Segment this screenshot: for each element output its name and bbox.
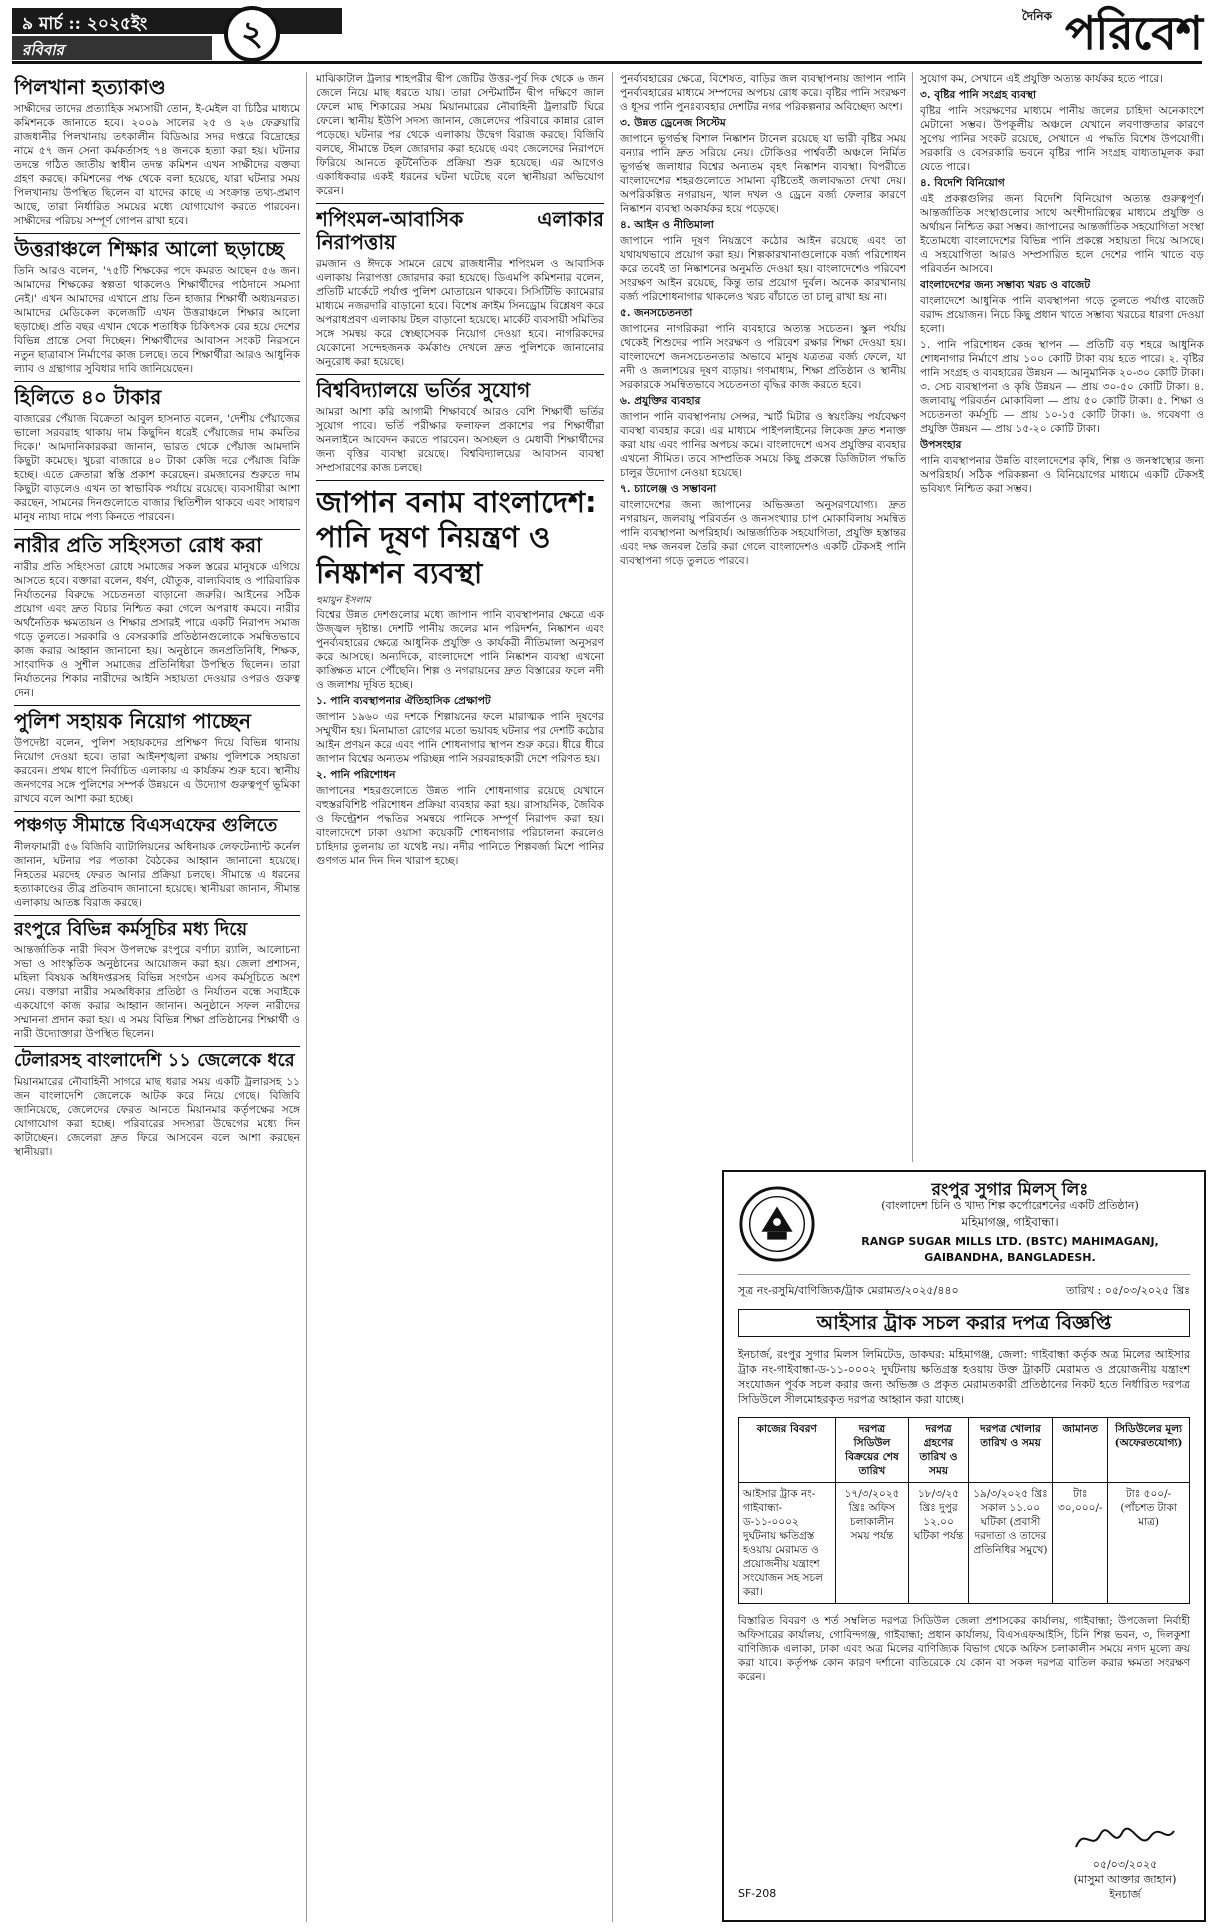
article-body: জাপানে পানি দূষণ নিয়ন্ত্রণে কঠোর আইন রয়েছে এবং তা যথাযথভাবে প্রয়োগ করা হয়। শিল্পকারখানাগুলোকে বর্জ্য পরিশোধন করে তবেই তা নিষ্কাশনের অনুমতি দেওয়া হয়। বাংলাদেশেও পরিবেশ সংরক্ষণ আইন রয়েছে, কিন্তু তার প্রয়োগ দুর্বল। অনেক কারখানায় বর্জ্য পরিশোধনাগার থাকলেও খরচ বাঁচাতে তা চালু রাখা হয় না।: [620, 235, 906, 303]
column-divider: [912, 72, 913, 1162]
article-divider: [316, 480, 604, 481]
reference-number: সূত্র নং-রসুমি/বাণিজ্যিক/ট্রাক মেরামত/২০২৫/৪৪০: [738, 1284, 959, 1297]
column-1: [14, 72, 300, 1922]
org-name-bn: রংপুর সুগার মিলস্ লিঃ: [931, 1180, 1089, 1200]
column-4: [920, 72, 1204, 1162]
byline: হুমায়ুন ইসলাম: [316, 595, 371, 607]
section-heading: ৭. চ্যালেঞ্জ ও সম্ভাবনা: [620, 483, 717, 495]
section-heading: ৬. প্রযুক্তির ব্যবহার: [620, 395, 701, 407]
section-heading: বাংলাদেশের জন্য সম্ভাব্য খরচ ও বাজেট: [920, 279, 1091, 291]
article-body: আমরা আশা করি আগামী শিক্ষাবর্ষে আরও বেশি শিক্ষার্থী ভর্তির সুযোগ পাবে। ভর্তি পরীক্ষার ফলাফল প্রকাশের পর শিক্ষার্থীরা অনলাইনে আবেদন করতে পারবেন। অসচ্ছল ও মেধাবী শিক্ষার্থীদের জন্য বৃত্তির ব্যবস্থা রয়েছে। বিশ্ববিদ্যালয়ের আবাসন ব্যবস্থা সম্প্রসারণের কাজ চলছে।: [316, 406, 604, 474]
table-cell: ১৯/৩/২০২৫ খ্রিঃ সকাল ১১.০০ ঘটিকা (প্রবাসী দরদাতা ও তাদের প্রতিনিধির সমুখে): [968, 1483, 1053, 1604]
article-body: উপদেষ্টা বলেন, পুলিশ সহায়কদের প্রশিক্ষণ দিয়ে বিভিন্ন থানায় নিয়োগ দেওয়া হবে। তারা আইনশৃঙ্খলা রক্ষায় পুলিশকে সহায়তা করবেন। প্রথম ধাপে নির্বাচিত এলাকায় এ কার্যক্রম শুরু হবে। স্থানীয় জনগণের সঙ্গে পুলিশের সম্পর্ক উন্নয়নে এ উদ্যোগ গুরুত্বপূর্ণ ভূমিকা রাখবে বলে আশা করা হচ্ছে।: [14, 737, 300, 805]
article-body: জাপানের নাগরিকরা পানি ব্যবহারে অত্যন্ত সচেতন। স্কুল পর্যায় থেকেই শিশুদের পানি সংরক্ষণ ও পরিবেশ রক্ষার শিক্ষা দেওয়া হয়। বাংলাদেশে জনসচেতনতার অভাবে মানুষ যত্রতত্র বর্জ্য ফেলে, যা নদী ও জলাশয়ের দূষণ বাড়ায়। গণমাধ্যম, শিক্ষা প্রতিষ্ঠান ও স্থানীয় সরকারকে সমন্বিতভাবে সচেতনতা বৃদ্ধির কাজ করতে হবে।: [620, 323, 906, 391]
article-body: পানি ব্যবস্থাপনার উন্নতি বাংলাদেশের কৃষি, শিল্প ও জনস্বাস্থ্যের জন্য অপরিহার্য। সঠিক পরিকল্পনা ও বিনিয়োগের মাধ্যমে একটি টেকসই ভবিষ্যৎ নিশ্চিত করা সম্ভব।: [920, 455, 1204, 495]
column-divider: [612, 72, 613, 1922]
article-body: নীলফামারী ৫৬ বিজিবি ব্যাটালিয়নের অধিনায়ক লেফটেন্যান্ট কর্নেল জানান, ঘটনার পর পতাকা বৈঠকের আহ্বান জানানো হয়েছে। নিহতের মরদেহ ফেরত আনার প্রক্রিয়া চলছে। সীমান্তে এ ধরনের হত্যাকাণ্ডের তীব্র প্রতিবাদ জানানো হয়েছে। স্থানীয়রা জানান, সীমান্ত এলাকায় আতঙ্ক বিরাজ করছে।: [14, 840, 300, 909]
tender-footer: বিস্তারিত বিবরণ ও শর্ত সম্বলিত দরপত্র সিডিউল জেলা প্রশাসকের কার্যালয়, গাইবান্ধা; উপজেলা নির্বাহী অফিসারের কার্যালয়, গোবিন্দগঞ্জ, গাইবান্ধা; প্রধান কার্যালয়, বিএসএফআইসি, চিনি শিল্প ভবন, ৩, দিলকুশা বাণিজ্যিক এলাকা, ঢাকা এবং অত্র মিলের বাণিজ্যিক বিভাগ থেকে অফিস চলাকালীন সময়ে নগদ মূল্যে ক্রয় করা যাবে। কর্তৃপক্ষ কোন কারণ দর্শানো ব্যতিরেকে যে কোন বা সকল দরপত্র বাতিল করার ক্ষমতা সংরক্ষণ করেন।: [738, 1615, 1190, 1683]
table-row: [739, 1483, 1190, 1604]
column-divider: [306, 72, 307, 1922]
section-heading: ৪. আইন ও নীতিমালা: [620, 219, 714, 231]
tender-table: [738, 1417, 1190, 1604]
article-body: পুনর্ব্যবহারের ক্ষেত্রে, বিশেষত, বাড়ির জল ব্যবস্থাপনায় জাপান পানি পুনর্ব্যবহারের মাধ্যমে সম্পদের অপচয় রোধ করে। বৃষ্টির পানি সংরক্ষণ ও ধূসর পানি পুনঃব্যবহার দেশটির নগর পরিকল্পনার অবিচ্ছেদ্য অংশ।: [620, 73, 906, 113]
table-cell: টাঃ ৫০০/- (পাঁচশত টাকা মাত্র): [1108, 1483, 1190, 1604]
section-heading: ৩. বৃষ্টির পানি সংগ্রহ ব্যবস্থা: [920, 89, 1037, 101]
article-divider: [316, 374, 604, 375]
article-body: সাক্ষীদের তাদের প্রত্যাহিক সম্যসায়ী তোন, ই-মেইল বা চিঠির মাধ্যমে কমিশনকে জানাতে হবে। ২০০৯ সালের ২৫ ও ২৬ ফেব্রুয়ারি রাজধানীর পিলখানায় তৎকালীন বিডিআর সদর দপ্তরে বিদ্রোহের নামে ৫৭ জন সেনা কর্মকর্তাসহ ৭৪ জনকে হত্যা করা হয়। ঘটনার তদন্তে গঠিত জাতীয় স্বাধীন তদন্ত কমিশন এখন সাক্ষীদের বক্তব্য গ্রহণ করছে। কমিশনের পক্ষ থেকে বলা হয়েছে, যারা ঘটনার সময় পিলখানায় উপস্থিত ছিলেন বা যাদের কাছে এ সংক্রান্ত তথ্য-প্রমাণ আছে, তারা নির্ধারিত সময়ের মধ্যে যোগাযোগ করতে পারবেন। সাক্ষীদের পরিচয় সম্পূর্ণ গোপন রাখা হবে।: [14, 103, 300, 227]
article-divider: [14, 705, 300, 706]
ad-org-block: [830, 1182, 1190, 1266]
headline-university: বিশ্ববিদ্যালয়ে ভর্তির সুযোগ: [316, 378, 531, 402]
table-cell: আইসার ট্রাক নং-গাইবান্ধা-ড-১১-০০০২ দুর্ঘটনায় ক্ষতিগ্রস্ত হওয়ায় মেরামত ও প্রয়োজনীয় যন্ত্রাংশ সংযোজন সহ সচল করা।: [739, 1483, 836, 1604]
signature-date: ০৫/০৩/২০২৫: [1092, 1858, 1158, 1871]
headline-education: উত্তরাঞ্চলে শিক্ষার আলো ছড়াচ্ছে: [14, 237, 284, 261]
tender-body: ইনচার্জ, রংপুর সুগার মিলস লিমিটেড, ডাকঘর: মহিমাগঞ্জ, জেলা: গাইবান্ধা কর্তৃক অত্র মিলের আইসার ট্রাক নং-গাইবান্ধা-ড-১১-০০০২ দুর্ঘটনায় ক্ষতিগ্রস্ত হওয়ায় উক্ত ট্রাকটি মেরামত ও প্রয়োজনীয় যন্ত্রাংশ সংযোজন পূর্বক সচল করার জন্য অভিজ্ঞ ও প্রকৃত মেরামতকারী প্রতিষ্ঠানের নিকট হতে নির্ধারিত দরপত্র সিডিউলে সীলমোহরকৃত দরপত্র আহ্বান করা যাচ্ছে।: [738, 1348, 1190, 1406]
article-divider: [14, 915, 300, 916]
tender-title: আইসার ট্রাক সচল করার দপত্র বিজ্ঞপ্তি: [738, 1309, 1190, 1337]
signatory-name: (মাসুমা আক্তার জাহান): [1073, 1873, 1177, 1886]
headline-japan-bangladesh: জাপান বনাম বাংলাদেশ: পানি দূষণ নিয়ন্ত্রণ ও নিষ্কাশন ব্যবস্থা: [316, 485, 597, 590]
article-body: বাজারের পেঁয়াজ বিক্রেতা আবুল হাসনাত বলেন, 'দেশীয় পেঁয়াজের ভালো সরবরাহ থাকায় দাম কিছুদিন ধরেই পেঁয়াজের দাম কমতির দিকে।' আমদানিকারকরা জানান, ভারত থেকে পেঁয়াজ আমদানি কিছুটা কমেছে। খুচরা বাজারে ৪০ টাকা কেজি দরে পেঁয়াজ বিক্রি হচ্ছে। এতে ক্রেতারা স্বস্তি প্রকাশ করেছেন। রমজানের শুরুতে দাম কিছুটা বাড়লেও এখন তা স্বাভাবিক পর্যায়ে রয়েছে। ব্যবসায়ীরা আশা করছেন, সামনের দিনগুলোতে বাজার স্থিতিশীল থাকবে এবং সাধারণ মানুষ ন্যায্য দামে পণ্য কিনতে পারবেন।: [14, 413, 300, 523]
table-header-row: [739, 1418, 1190, 1483]
table-header: দরপত্র খোলার তারিখ ও সময়: [968, 1418, 1053, 1483]
page-number: ২: [224, 6, 280, 62]
headline-panchagarh: পঞ্চগড় সীমান্তে বিএসএফের গুলিতে: [14, 815, 278, 836]
tender-advertisement: [722, 1170, 1206, 1922]
article-divider: [14, 811, 300, 812]
section-heading: ৩. উন্নত ড্রেনেজ সিস্টেম: [620, 117, 726, 129]
table-header: কাজের বিবরণ: [739, 1418, 836, 1483]
table-header: জামানত: [1053, 1418, 1108, 1483]
section-heading: ৪. বিদেশি বিনিয়োগ: [920, 177, 1005, 189]
column-2: [316, 72, 604, 1922]
article-body: জাপান পানি ব্যবস্থাপনায় সেন্সর, স্মার্ট মিটার ও স্বয়ংক্রিয় পর্যবেক্ষণ ব্যবস্থা ব্যবহার করে। এর মাধ্যমে পাইপলাইনের লিকেজ দ্রুত শনাক্ত করা যায় এবং পানির অপচয় কমে। বাংলাদেশে এসব প্রযুক্তির ব্যবহার এখনো সীমিত। তবে সাম্প্রতিক সময়ে কিছু প্রকল্পে ডিজিটাল পদ্ধতি চালুর উদ্যোগ নেওয়া হয়েছে।: [620, 411, 906, 479]
headline-security: শপিংমল-আবাসিক এলাকার নিরাপত্তায়: [316, 207, 604, 254]
article-body: জাপানের শহরগুলোতে উন্নত পানি শোধনাগার রয়েছে যেখানে বহুস্তরবিশিষ্ট পরিশোধন প্রক্রিয়া ব্যবহার করা হয়। রাসায়নিক, জৈবিক ও ফিল্ট্রেশন পদ্ধতির সমন্বয়ে পানিকে সম্পূর্ণ নিরাপদ করা হয়। বাংলাদেশে ঢাকা ওয়াসা কয়েকটি শোধনাগার পরিচালনা করলেও চাহিদার তুলনায় তা যথেষ্ট নয়। নদীর পানিতে শিল্পবর্জ্য মিশে পানির গুণগত মান দিন দিন খারাপ হচ্ছে।: [316, 785, 604, 868]
article-body: জাপানে ভূগর্ভস্থ বিশাল নিষ্কাশন টানেল রয়েছে যা ভারী বৃষ্টির সময় বন্যার পানি দ্রুত সরিয়ে নেয়। টোকিওর পার্শ্ববর্তী অঞ্চলে নির্মিত ভূগর্ভস্থ জলাধার বিশ্বের অন্যতম বৃহৎ নিষ্কাশন ব্যবস্থা। বিপরীতে বাংলাদেশের শহরগুলোতে সামান্য বৃষ্টিতেই জলাবদ্ধতা দেখা দেয়। অপরিকল্পিত নগরায়ন, খাল দখল ও ড্রেনে বর্জ্য ফেলার কারণে নিষ্কাশন ব্যবস্থা অকার্যকর হয়ে পড়েছে।: [620, 133, 906, 215]
signature-icon: [1070, 1821, 1180, 1857]
newspaper-logo: পরিবেশ: [1065, 6, 1202, 60]
section-heading: ১. পানি ব্যবস্থাপনার ঐতিহাসিক প্রেক্ষাপট: [316, 695, 491, 708]
headline-rangpur: রংপুরে বিভিন্ন কর্মসূচির মধ্য দিয়ে: [14, 918, 248, 940]
article-body: বিশ্বের উন্নত দেশগুলোর মধ্যে জাপান পানি ব্যবস্থাপনার ক্ষেত্রে এক উজ্জ্বল দৃষ্টান্ত। দেশটি পানীয় জলের মান পরিদর্শন, নিষ্কাশন এবং পুনর্ব্যবহারের ক্ষেত্রে আধুনিক প্রযুক্তি ও কার্যকরী নীতিমালা অনুসরণ করে আসছে। অন্যদিকে, বাংলাদেশে পানি নিষ্কাশন ব্যবস্থা এখনো কাঙ্ক্ষিত মানে পৌঁছেনি। শিল্প ও নগরায়নের দ্রুত বিস্তারের ফলে নদী ও জলাশয় দূষিত হচ্ছে।: [316, 609, 604, 692]
article-body: মিয়ানমারের নৌবাহিনী সাগরে মাছ ধরার সময় একটি ট্রলারসহ ১১ জন বাংলাদেশি জেলেকে আটক করে নিয়ে গেছে। বিজিবি জানিয়েছে, জেলেদের ফেরত আনতে মিয়ানমার কর্তৃপক্ষের সঙ্গে যোগাযোগ করা হচ্ছে। পরিবারের সদস্যরা উদ্বেগের মধ্যে দিন কাটাচ্ছেন। জেলেরা দ্রুত ফিরে আসবেন বলে আশা করছেন স্থানীয়রা।: [14, 1076, 300, 1159]
table-cell: ১৭/৩/২০২৫ খ্রিঃ অফিস চলাকালীন সময় পর্যন্ত: [835, 1483, 909, 1604]
signatory-title: ইনচার্জ: [1109, 1888, 1141, 1901]
article-body: সুযোগ কম, সেখানে এই প্রযুক্তি অত্যন্ত কার্যকর হতে পারে।: [920, 73, 1164, 85]
section-heading: ২. পানি পরিশোধন: [316, 769, 396, 782]
company-seal-icon: [738, 1185, 816, 1263]
headline-fishermen: টেলারসহ বাংলাদেশি ১১ জেলেকে ধরে: [14, 1050, 295, 1072]
headline-hili: হিলিতে ৪০ টাকার: [14, 385, 162, 409]
org-name-en: RANGP SUGAR MILLS LTD. (BSTC) MAHIMAGANJ, GAIBANDHA, BANGLADESH.: [861, 1235, 1159, 1264]
signature-block: [1070, 1821, 1180, 1902]
article-body: রমজান ও ঈদকে সামনে রেখে রাজধানীর শপিংমল ও আবাসিক এলাকায় নিরাপত্তা জোরদার করা হয়েছে। ডিএমপি কমিশনার বলেন, প্রতিটি মার্কেটে পর্যাপ্ত পুলিশ মোতায়েন থাকবে। সিসিটিভি ক্যামেরার মাধ্যমে নজরদারি বাড়ানো হবে। বিশেষ ক্রাইম সিনড্রোম বিশ্লেষণ করে অপরাধপ্রবণ এলাকায় টহল বাড়ানো হয়েছে। মার্কেট ব্যবসায়ী সমিতির সঙ্গে সমন্বয় করে স্বেচ্ছাসেবক নিয়োগ দেওয়া হবে। নাগরিকদের যেকোনো সন্দেহজনক কর্মকাণ্ড দেখলে দ্রুত পুলিশকে জানানোর অনুরোধ করা হয়েছে।: [316, 258, 604, 368]
article-divider: [14, 529, 300, 530]
issue-day: রবিবার: [12, 36, 212, 60]
article-body: তিনি আরও বলেন, '৭৫টি শিক্ষকের পদে কমরত আছেন ৫৬ জন। আমাদের শিক্ষকের স্বল্পতা থাকলেও শিক্ষার্থীদের পাঠদানে সমস্যা নেই।' এখন আমাদের এখানে প্রায় তিন হাজার শিক্ষার্থী অধ্যয়নরত। আমাদের মেডিকেল কলেজটি এখন উত্তরাঞ্চলে শিক্ষার আলো ছড়াচ্ছে। প্রতি বছর এখান থেকে শতাধিক চিকিৎসক বের হয়ে দেশের বিভিন্ন প্রান্তে সেবা দিচ্ছেন। শিক্ষার্থীদের আবাসন সংকট নিরসনে নতুন ছাত্রাবাস নির্মাণের কাজ চলছে। তবে শিক্ষার্থীরা আরও আধুনিক ল্যাব ও গ্রন্থাগার সুবিধার দাবি জানিয়েছেন।: [14, 265, 300, 375]
headline-pilkhana: পিলখানা হত্যাকাণ্ড: [14, 75, 166, 99]
section-heading: উপসংহার: [920, 439, 962, 451]
article-body: এই প্রকল্পগুলির জন্য বিদেশি বিনিয়োগ অত্যন্ত গুরুত্বপূর্ণ। আন্তর্জাতিক সংস্থাগুলোর সাথে অংশীদারিত্বের মাধ্যমে প্রযুক্তি ও অর্থায়ন নিশ্চিত করা সম্ভব। জাপানের আন্তর্জাতিক সহযোগিতা সংস্থা ইতোমধ্যে বাংলাদেশের বিভিন্ন পানি প্রকল্পে সহায়তা দিয়ে আসছে। এ সহযোগিতা আরও সম্প্রসারিত হলে দেশের পানি খাতে বড় পরিবর্তন আসবে।: [920, 193, 1204, 275]
headline-police: পুলিশ সহায়ক নিয়োগ পাচ্ছেন: [14, 709, 251, 733]
issue-date: ৯ মার্চ :: ২০২৫ইং: [12, 8, 342, 34]
ad-code: SF-208: [738, 1887, 777, 1900]
article-body: ১. পানি পরিশোধন কেন্দ্র স্থাপন — প্রতিটি বড় শহরে আধুনিক শোধনাগার নির্মাণে প্রায় ১০০ কোটি টাকা ব্যয় হতে পারে। ২. বৃষ্টির পানি সংগ্রহ ও ব্যবহারের উন্নয়ন — আনুমানিক ২০-৩০ কোটি টাকা। ৩. সেচ ব্যবস্থাপনা ও কৃষি উন্নয়ন — প্রায় ৩০-৫০ কোটি টাকা। ৪. জলাবায়ু পরিবর্তন মোকাবিলা — প্রায় ৫০ কোটি টাকা। ৫. শিক্ষা ও সচেতনতা কর্মসূচি — প্রায় ১০-১৫ কোটি টাকা। ৬. গবেষণা ও প্রযুক্তি উন্নয়ন — প্রায় ১৫-২০ কোটি টাকা।: [920, 339, 1204, 435]
ad-reference: [738, 1283, 1190, 1299]
article-body: মাঝিকাটাল ট্রলার শাহপরীর দ্বীপ জেটির উত্তর-পূর্ব দিক থেকে ৬ জন জেলে নিয়ে মাছ ধরতে যায়। তারা সেন্টমার্টিন দ্বীপ দক্ষিণে জাল ফেলে মাছ শিকারের সময় মিয়ানমারের নৌবাহিনী ট্রলারটি ঘিরে ফেলে। স্থানীয় ইউপি সদস্য জানান, জেলেদের পরিবারে কান্নার রোল পড়েছে। ঘটনার পর থেকে এলাকায় উদ্বেগ বিরাজ করছে। বিজিবি বলছে, সীমান্তে টহল জোরদার করা হয়েছে এবং জেলেদের নিরাপদে ফিরিয়ে আনতে কূটনৈতিক প্রক্রিয়া শুরু হয়েছে। এর আগেও একাধিকবার একই ধরনের ঘটনা ঘটেছে বলে স্থানীয়রা অভিযোগ করেন।: [316, 73, 604, 197]
logo-prefix: দৈনিক: [1021, 9, 1052, 23]
table-cell: ১৮/৩/২৫ খ্রিঃ দুপুর ১২.০০ ঘটিকা পর্যন্ত: [909, 1483, 968, 1604]
article-body: বৃষ্টির পানি সংরক্ষণের মাধ্যমে পানীয় জলের চাহিদা অনেকাংশে মেটানো সম্ভব। উপকূলীয় অঞ্চলে যেখানে লবণাক্ততার কারণে সুপেয় পানির সংকট রয়েছে, সেখানে এ পদ্ধতি বিশেষ উপযোগী। সরকারি ও বেসরকারি ভবনে বৃষ্টির পানি সংগ্রহ বাধ্যতামূলক করা যেতে পারে।: [920, 105, 1204, 173]
article-divider: [14, 1046, 300, 1047]
org-subtitle: (বাংলাদেশ চিনি ও খাদ্য শিল্প কর্পোরেশনের একটি প্রতিষ্ঠান): [881, 1199, 1139, 1212]
table-header: সিডিউলের মূল্য (অফেরতযোগ্য): [1108, 1418, 1190, 1483]
table-header: দরপত্র সিডিউল বিক্রয়ের শেষ তারিখ: [835, 1418, 909, 1483]
section-heading: ৫. জনসচেতনতা: [620, 307, 693, 319]
article-divider: [14, 233, 300, 234]
article-body: বাংলাদেশে আধুনিক পানি ব্যবস্থাপনা গড়ে তুলতে পর্যাপ্ত বাজেট বরাদ্দ প্রয়োজন। নিচে কিছু প্রধান খাতে সম্ভাব্য খরচের ধারণা দেওয়া হলো।: [920, 295, 1204, 335]
article-body: নারীর প্রতি সহিংসতা রোধে সমাজের সকল স্তরের মানুষকে এগিয়ে আসতে হবে। বক্তারা বলেন, ধর্ষণ, যৌতুক, বাল্যবিবাহ ও পারিবারিক নির্যাতনের বিরুদ্ধে সচেতনতা বাড়ানো জরুরি। আইনের সঠিক প্রয়োগ এবং দ্রুত বিচার নিশ্চিত করা গেলে অপরাধ কমবে। নারীর অর্থনৈতিক ক্ষমতায়ন ও শিক্ষার প্রসারই পারে একটি নিরাপদ সমাজ গড়ে তুলতে। সরকারি ও বেসরকারি প্রতিষ্ঠানগুলোকে সমন্বিতভাবে কাজ করার আহ্বান জানানো হয়। অনুষ্ঠানে জনপ্রতিনিধি, শিক্ষক, সাংবাদিক ও সুশীল সমাজের প্রতিনিধিরা উপস্থিত ছিলেন। তারা নির্যাতনের শিকার নারীদের আইনি সহায়তা দেওয়ার ওপরও গুরুত্ব দেন।: [14, 561, 300, 699]
article-divider: [316, 203, 604, 204]
table-cell: টাঃ ৩০,০০০/-: [1053, 1483, 1108, 1604]
article-divider: [14, 381, 300, 382]
headline-violence: নারীর প্রতি সহিংসতা রোধ করা: [14, 533, 262, 557]
org-location: মহিমাগঞ্জ, গাইবান্ধা।: [961, 1215, 1059, 1229]
article-body: আন্তর্জাতিক নারী দিবস উপলক্ষে রংপুরে বর্ণাঢ্য র‍্যালি, আলোচনা সভা ও সাংস্কৃতিক অনুষ্ঠানের আয়োজন করা হয়। জেলা প্রশাসন, মহিলা বিষয়ক অধিদপ্তরসহ বিভিন্ন সংগঠন এসব কর্মসূচিতে অংশ নেয়। বক্তারা নারীর সমঅধিকার প্রতিষ্ঠা ও নির্যাতন বন্ধে সবাইকে একযোগে কাজ করার আহ্বান জানান। অনুষ্ঠানে সফল নারীদের সম্মাননা প্রদান করা হয়। এ সময় বিভিন্ন শিক্ষা প্রতিষ্ঠানের শিক্ষার্থী ও নারী উদ্যোক্তারা উপস্থিত ছিলেন।: [14, 944, 300, 1041]
article-body: বাংলাদেশের জন্য জাপানের অভিজ্ঞতা অনুসরণযোগ্য। দ্রুত নগরায়ন, জলবায়ু পরিবর্তন ও জনসংখ্যার চাপ মোকাবিলায় সমন্বিত পানি ব্যবস্থাপনা অপরিহার্য। আন্তর্জাতিক সহযোগিতা, প্রযুক্তি হস্তান্তর এবং দক্ষ জনবল তৈরি করা গেলে বাংলাদেশও একটি টেকসই পানি ব্যবস্থাপনা গড়ে তুলতে পারবে।: [620, 499, 906, 567]
ad-header: [738, 1182, 1190, 1275]
table-header: দরপত্র গ্রহণের তারিখ ও সময়: [909, 1418, 968, 1483]
column-3: [620, 72, 906, 1162]
reference-date: তারিখ : ০৫/০৩/২০২৫ খ্রিঃ: [1066, 1284, 1190, 1297]
article-body: জাপান ১৯৬০ এর দশকে শিল্পায়নের ফলে মারাত্মক পানি দূষণের সম্মুখীন হয়। মিনামাতা রোগের মতো ভয়াবহ ঘটনার পর দেশটি কঠোর আইন প্রণয়ন করে এবং পানি শোধনাগার স্থাপন শুরু করে। ধীরে ধীরে জাপান বিশ্বের অন্যতম পরিচ্ছন্ন পানি সরবরাহকারী দেশে পরিণত হয়।: [316, 711, 604, 766]
masthead: [12, 6, 1202, 64]
